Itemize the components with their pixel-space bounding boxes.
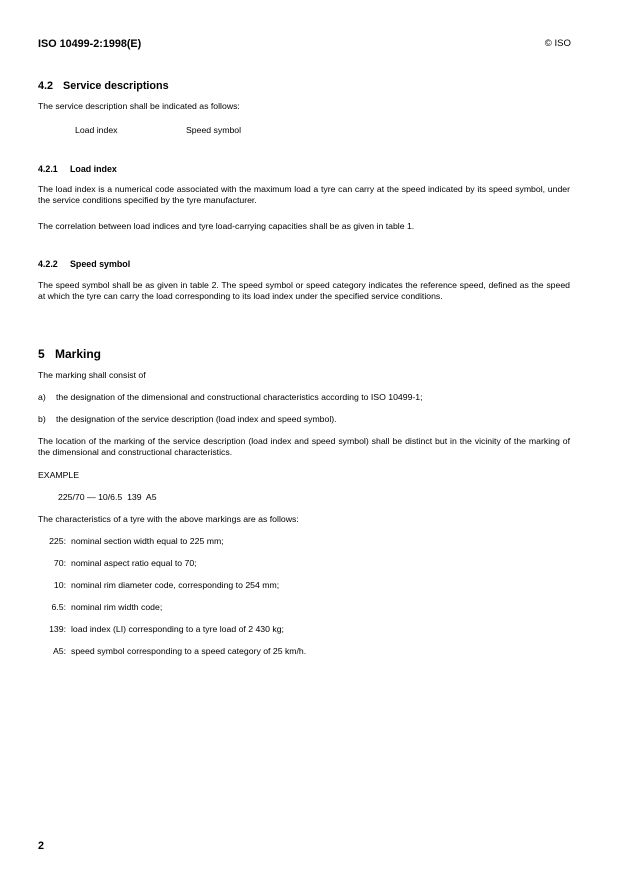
example-marking: 225/70 — 10/6.5 139 A5 [58,492,157,502]
definition-item [38,602,162,613]
section-4-2-1-heading [38,164,117,175]
marking-location-paragraph: The location of the marking of the service description (load index and speed symbol) shall be distinct but in the vicinity of the marking of the dimensional and constructional characteristics. [38,436,570,457]
section-number: 4.2.1 [38,164,58,174]
definition-term: 139: [49,624,66,634]
definition-term: 10: [53,580,66,590]
definition-term: 6.5: [51,602,66,612]
definition-item [38,580,279,591]
list-item [38,392,570,403]
definition-description: nominal aspect ratio equal to 70; [71,558,197,568]
definition-term: 70: [53,558,66,568]
definition-item [38,536,224,547]
section-4-2-heading [38,80,169,93]
section-5-heading [38,347,101,362]
document-id: ISO 10499-2:1998(E) [38,38,142,50]
section-4-2-2-heading [38,259,130,270]
definition-term: 225: [49,536,66,546]
definition-description: speed symbol corresponding to a speed category of 25 km/h. [71,646,307,656]
service-description-intro: The service description shall be indicated as follows: [38,101,240,111]
list-item-label: a) [38,392,46,402]
definition-description: nominal rim width code; [71,602,163,612]
section-title: Speed symbol [70,259,131,269]
section-title: Service descriptions [63,80,169,92]
load-correlation-paragraph: The correlation between load indices and tyre load-carrying capacities shall be as given in table 1. [38,221,415,231]
example-label: EXAMPLE [38,470,80,480]
copyright-notice: © ISO [544,38,571,49]
definition-item [38,624,284,635]
speed-symbol-label: Speed symbol [186,125,242,135]
list-item [38,414,570,425]
definition-description: load index (LI) corresponding to a tyre load of 2 430 kg; [71,624,284,634]
list-item-text: the designation of the dimensional and constructional characteristics according to ISO 10499-1; [56,392,423,402]
list-item-text: the designation of the service description (load index and speed symbol). [56,414,337,424]
section-title: Marking [55,347,102,361]
section-title: Load index [70,164,117,174]
marking-intro: The marking shall consist of [38,370,146,380]
list-item-label: b) [38,414,46,424]
load-index-label: Load index [75,125,118,135]
definition-description: nominal section width equal to 225 mm; [71,536,224,546]
characteristics-intro: The characteristics of a tyre with the above markings are as follows: [38,514,299,524]
speed-symbol-paragraph: The speed symbol shall be as given in table 2. The speed symbol or speed category indicates the reference speed, defined as the speed at which the tyre can carry the load corresponding to its load index under the specified service conditions. [38,280,570,301]
section-number: 4.2 [38,80,54,92]
section-number: 4.2.2 [38,259,58,269]
definition-item [38,558,197,569]
definition-item [38,646,306,657]
page-number: 2 [38,840,45,852]
load-index-paragraph: The load index is a numerical code associated with the maximum load a tyre can carry at the speed indicated by its speed symbol, under the service conditions specified by the tyre manufacturer. [38,184,570,205]
definition-description: nominal rim diameter code, corresponding to 254 mm; [71,580,280,590]
definition-term: A5: [52,646,66,656]
section-number: 5 [38,347,45,361]
